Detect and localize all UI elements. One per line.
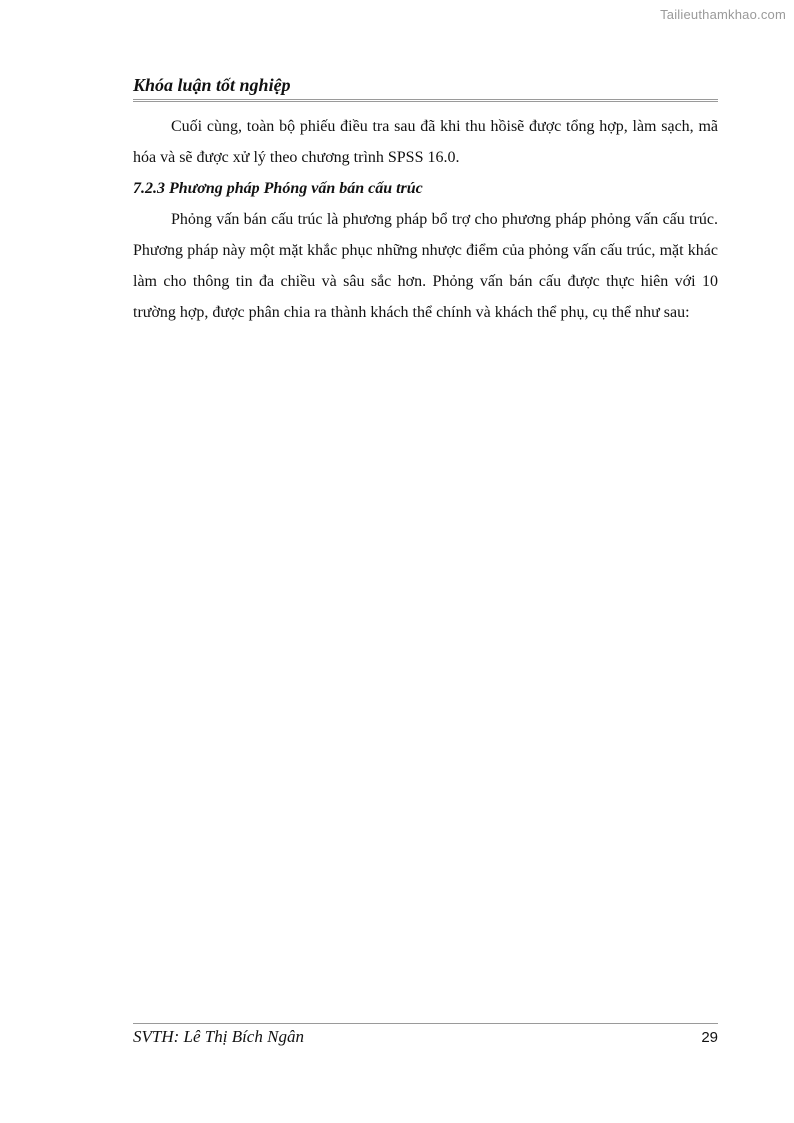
page-footer xyxy=(133,1023,718,1047)
page-body xyxy=(133,111,718,328)
footer-divider xyxy=(133,1023,718,1024)
watermark: Tailieuthamkhao.com xyxy=(660,7,786,22)
footer-row xyxy=(133,1027,718,1047)
page-header xyxy=(133,74,718,102)
body-paragraph-2: Phỏng vấn bán cấu trúc là phương pháp bổ trợ cho phương pháp phỏng vấn cấu trúc. Phương pháp này một mặt khắc phục những nhược điểm của phỏng vấn cấu trúc, mặt khác làm cho thông tin đa chiều và sâu sắc hơn. Phỏng vấn bán cấu được thực hiên với 10 trường hợp, được phân chia ra thành khách thể chính và khách thể phụ, cụ thể như sau: xyxy=(133,211,718,321)
page-number: 29 xyxy=(701,1029,718,1046)
header-title: Khóa luận tốt nghiệp xyxy=(133,75,291,95)
section-heading: 7.2.3 Phương pháp Phóng vấn bán cấu trúc xyxy=(133,180,423,197)
footer-author: SVTH: Lê Thị Bích Ngân xyxy=(133,1027,304,1046)
body-paragraph-1: Cuối cùng, toàn bộ phiếu điều tra sau đã khi thu hồisẽ được tổng hợp, làm sạch, mã hóa và sẽ được xử lý theo chương trình SPSS 16.0. xyxy=(133,118,718,166)
header-divider xyxy=(133,99,718,102)
